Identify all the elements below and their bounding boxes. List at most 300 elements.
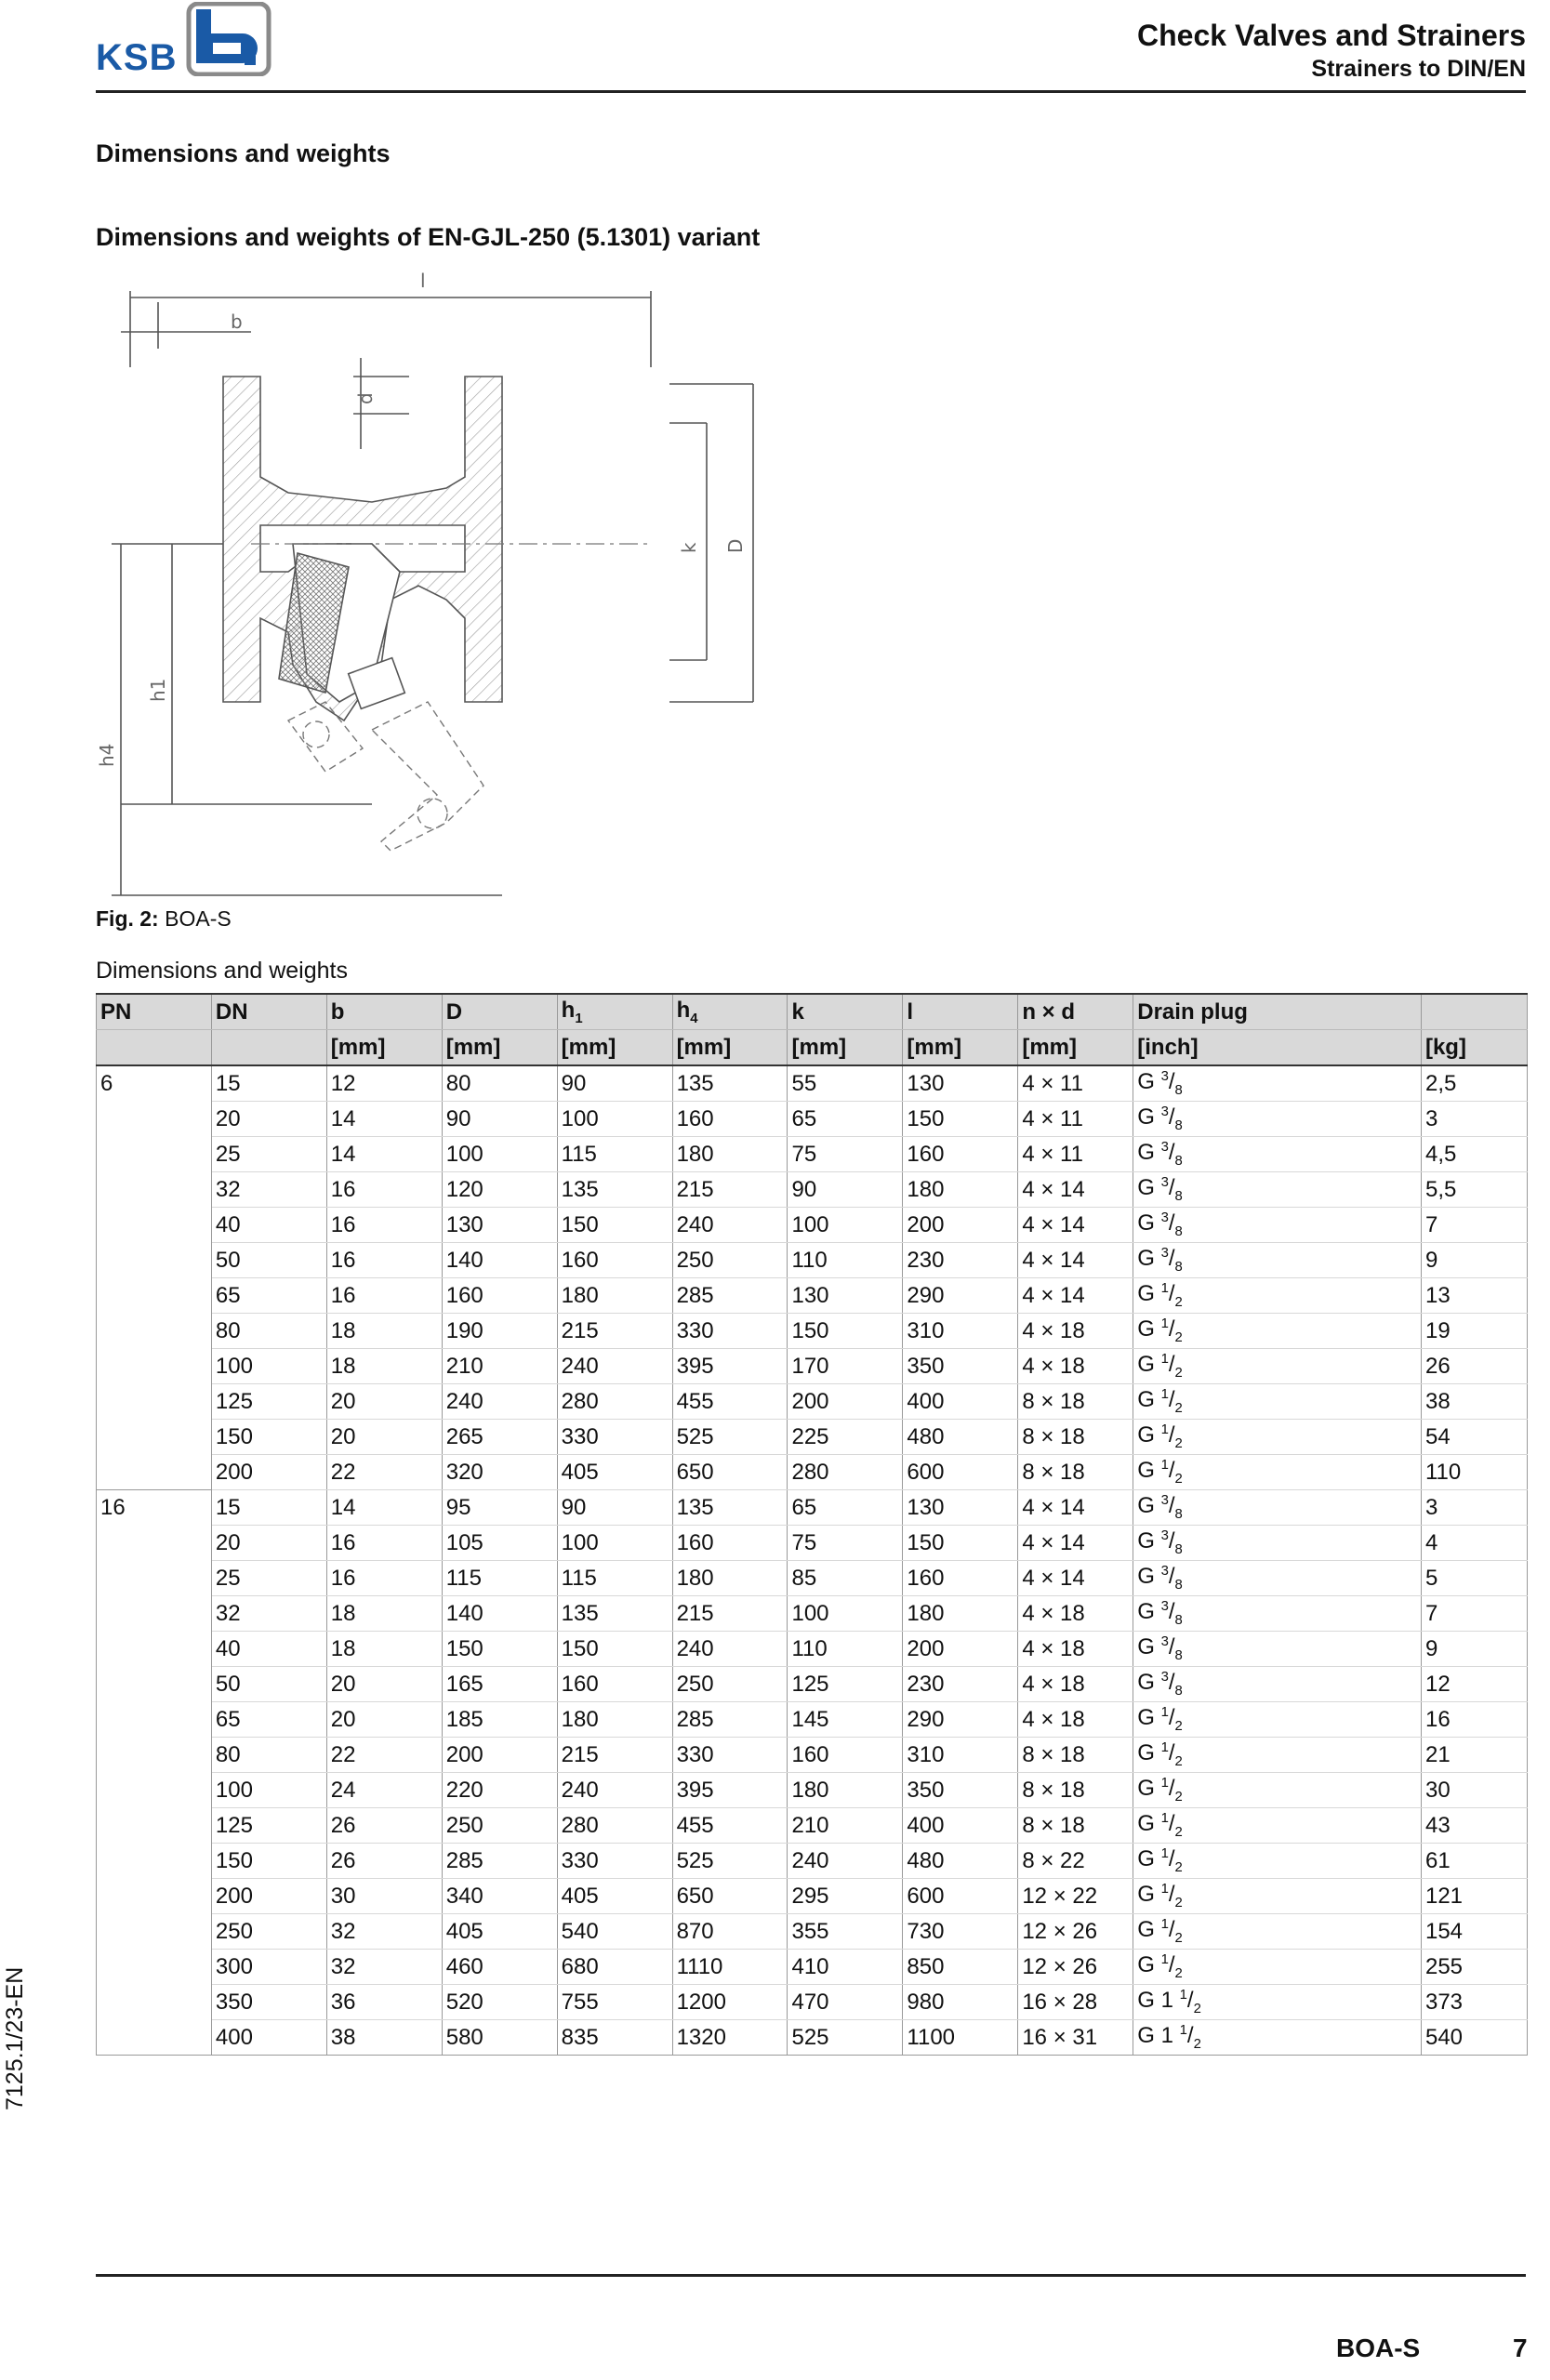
h4-cell: 1320	[672, 2020, 788, 2056]
drain-plug-numerator: 1	[1160, 1776, 1169, 1792]
drain-plug-denominator: 8	[1174, 1117, 1183, 1133]
D-cell: 150	[442, 1632, 557, 1667]
weight-cell: 255	[1421, 1950, 1527, 1985]
table-row	[97, 1596, 1528, 1632]
drain-plug-prefix: G 1	[1137, 2023, 1180, 2049]
weight-cell: 13	[1421, 1278, 1527, 1314]
table-row	[97, 1455, 1528, 1490]
D-cell: 240	[442, 1384, 557, 1420]
drain-plug-denominator: 2	[1174, 1824, 1183, 1840]
D-cell: 80	[442, 1065, 557, 1102]
nd-cell: 12 × 26	[1018, 1914, 1133, 1950]
drain-plug-numerator: 3	[1160, 1528, 1169, 1544]
weight-cell: 154	[1421, 1914, 1527, 1950]
drain-plug-denominator: 8	[1174, 1612, 1183, 1628]
drain-plug-numerator: 3	[1160, 1599, 1169, 1615]
b-cell: 18	[326, 1632, 442, 1667]
ksb-logo	[96, 2, 272, 76]
document-number: 7125.1/23-EN	[2, 1966, 28, 2110]
table-row	[97, 1420, 1528, 1455]
drain-plug-prefix: G	[1137, 1281, 1161, 1307]
dn-cell: 150	[211, 1420, 326, 1455]
drain-plug-denominator: 2	[1174, 1294, 1183, 1310]
table-row	[97, 1844, 1528, 1879]
nd-cell: 4 × 14	[1018, 1490, 1133, 1526]
column-header	[1018, 994, 1133, 1030]
dn-cell: 200	[211, 1455, 326, 1490]
dn-cell: 32	[211, 1172, 326, 1208]
table-row	[97, 1490, 1528, 1526]
dn-cell: 150	[211, 1844, 326, 1879]
drain-plug-denominator: 2	[1193, 2036, 1201, 2052]
weight-cell: 5,5	[1421, 1172, 1527, 1208]
drain-plug-numerator: 1	[1160, 1422, 1169, 1438]
drain-plug-cell: G $^3/_8$	[1133, 1137, 1422, 1172]
D-cell: 140	[442, 1596, 557, 1632]
drain-plug-denominator: 2	[1174, 1895, 1183, 1911]
drain-plug-cell: G $^3/_8$	[1133, 1102, 1422, 1137]
l-cell: 480	[903, 1420, 1018, 1455]
h1-cell: 135	[557, 1172, 672, 1208]
dn-cell: 25	[211, 1137, 326, 1172]
h1-cell: 240	[557, 1349, 672, 1384]
h1-cell: 180	[557, 1702, 672, 1738]
drain-plug-cell: G $^1/_2$	[1133, 1844, 1422, 1879]
drain-plug-cell: G $^1/_2$	[1133, 1914, 1422, 1950]
pn-cell	[97, 1561, 212, 1596]
drain-plug-denominator: 8	[1174, 1153, 1183, 1169]
D-cell: 285	[442, 1844, 557, 1879]
column-header	[1133, 994, 1422, 1030]
b-cell: 16	[326, 1172, 442, 1208]
drain-plug-numerator: 3	[1160, 1140, 1169, 1156]
pn-cell	[97, 1702, 212, 1738]
b-cell: 14	[326, 1102, 442, 1137]
drain-plug-cell: G $^3/_8$	[1133, 1561, 1422, 1596]
h4-cell: 525	[672, 1844, 788, 1879]
D-cell: 95	[442, 1490, 557, 1526]
column-header-subscript: 4	[690, 1011, 698, 1026]
drain-plug-prefix: G	[1137, 1952, 1161, 1978]
b-cell: 32	[326, 1950, 442, 1985]
k-cell: 240	[788, 1844, 903, 1879]
pn-cell	[97, 1278, 212, 1314]
column-header	[672, 994, 788, 1030]
drain-plug-numerator: 3	[1160, 1175, 1169, 1191]
l-cell: 130	[903, 1490, 1018, 1526]
column-header-label: n × d	[1022, 998, 1075, 1025]
pn-cell	[97, 1667, 212, 1702]
drain-plug-cell: G $^3/_8$	[1133, 1065, 1422, 1102]
drain-plug-numerator: 1	[1160, 1387, 1169, 1403]
drain-plug-numerator: 3	[1160, 1246, 1169, 1262]
k-cell: 355	[788, 1914, 903, 1950]
l-cell: 730	[903, 1914, 1018, 1950]
nd-cell: 4 × 11	[1018, 1102, 1133, 1137]
weight-cell: 43	[1421, 1808, 1527, 1844]
drain-plug-cell: G $^3/_8$	[1133, 1172, 1422, 1208]
drain-plug-cell: G $^3/_8$	[1133, 1632, 1422, 1667]
k-cell: 295	[788, 1879, 903, 1914]
column-header	[211, 994, 326, 1030]
l-cell: 180	[903, 1596, 1018, 1632]
h1-cell: 330	[557, 1844, 672, 1879]
h4-cell: 330	[672, 1738, 788, 1773]
pn-cell	[97, 1102, 212, 1137]
k-cell: 200	[788, 1384, 903, 1420]
h4-cell: 525	[672, 1420, 788, 1455]
h4-cell: 135	[672, 1065, 788, 1102]
drain-plug-denominator: 8	[1174, 1188, 1183, 1204]
column-header	[326, 994, 442, 1030]
pn-cell	[97, 1208, 212, 1243]
drain-plug-cell: G $^3/_8$	[1133, 1490, 1422, 1526]
D-cell: 200	[442, 1738, 557, 1773]
h1-cell: 405	[557, 1455, 672, 1490]
unit-cell: [mm]	[672, 1030, 788, 1066]
drain-plug-denominator: 8	[1174, 1541, 1183, 1557]
nd-cell: 16 × 28	[1018, 1985, 1133, 2020]
weight-cell: 110	[1421, 1455, 1527, 1490]
h4-cell: 1200	[672, 1985, 788, 2020]
nd-cell: 4 × 18	[1018, 1702, 1133, 1738]
pn-cell: 6	[97, 1065, 212, 1102]
D-cell: 140	[442, 1243, 557, 1278]
unit-cell: [mm]	[903, 1030, 1018, 1066]
b-cell: 20	[326, 1420, 442, 1455]
drain-plug-prefix: G	[1137, 1776, 1161, 1802]
header-row	[97, 994, 1528, 1030]
drain-plug-cell: G $^1/_2$	[1133, 1950, 1422, 1985]
weight-cell: 7	[1421, 1596, 1527, 1632]
weight-cell: 16	[1421, 1702, 1527, 1738]
h1-cell: 835	[557, 2020, 672, 2056]
k-cell: 75	[788, 1137, 903, 1172]
drain-plug-denominator: 8	[1174, 1506, 1183, 1522]
k-cell: 160	[788, 1738, 903, 1773]
b-cell: 22	[326, 1455, 442, 1490]
l-cell: 310	[903, 1314, 1018, 1349]
weight-cell: 19	[1421, 1314, 1527, 1349]
drain-plug-denominator: 2	[1174, 1435, 1183, 1451]
nd-cell: 4 × 18	[1018, 1596, 1133, 1632]
k-cell: 110	[788, 1632, 903, 1667]
drain-plug-prefix: G	[1137, 1422, 1161, 1448]
pn-cell	[97, 1172, 212, 1208]
h4-cell: 160	[672, 1102, 788, 1137]
h1-cell: 100	[557, 1102, 672, 1137]
dn-cell: 125	[211, 1384, 326, 1420]
h1-cell: 135	[557, 1596, 672, 1632]
header-rule	[96, 90, 1526, 93]
svg-text:h4: h4	[96, 743, 118, 767]
column-header-label: l	[907, 998, 914, 1025]
nd-cell: 8 × 18	[1018, 1455, 1133, 1490]
table-row	[97, 1384, 1528, 1420]
unit-cell: [mm]	[557, 1030, 672, 1066]
b-cell: 32	[326, 1914, 442, 1950]
drain-plug-denominator: 8	[1174, 1647, 1183, 1663]
b-cell: 18	[326, 1596, 442, 1632]
drain-plug-numerator: 1	[1160, 1316, 1169, 1332]
drain-plug-cell: G $^1/_2$	[1133, 1879, 1422, 1914]
nd-cell: 4 × 11	[1018, 1137, 1133, 1172]
column-header	[903, 994, 1018, 1030]
drain-plug-prefix: G	[1137, 1104, 1161, 1130]
l-cell: 350	[903, 1349, 1018, 1384]
weight-cell: 9	[1421, 1243, 1527, 1278]
pn-cell	[97, 1632, 212, 1667]
drain-plug-cell: G $^1/_2$	[1133, 1773, 1422, 1808]
D-cell: 580	[442, 2020, 557, 2056]
svg-text:b: b	[231, 311, 243, 333]
k-cell: 525	[788, 2020, 903, 2056]
l-cell: 600	[903, 1879, 1018, 1914]
drain-plug-cell: G $^3/_8$	[1133, 1667, 1422, 1702]
drain-plug-numerator: 1	[1160, 1740, 1169, 1756]
k-cell: 100	[788, 1596, 903, 1632]
table-caption: Dimensions and weights	[96, 958, 348, 984]
drain-plug-numerator: 3	[1160, 1069, 1169, 1085]
drain-plug-numerator: 1	[1160, 1811, 1169, 1827]
drain-plug-cell: G $^1/_2$	[1133, 1349, 1422, 1384]
column-header-label: D	[445, 998, 463, 1025]
logo-text: KSB	[96, 37, 178, 78]
column-header-label: PN	[100, 998, 132, 1025]
drain-plug-numerator: 1	[1160, 1281, 1169, 1297]
drain-plug-prefix: G	[1137, 1528, 1161, 1554]
table-row	[97, 1526, 1528, 1561]
D-cell: 160	[442, 1278, 557, 1314]
l-cell: 290	[903, 1278, 1018, 1314]
l-cell: 130	[903, 1065, 1018, 1102]
table-row	[97, 1738, 1528, 1773]
nd-cell: 16 × 31	[1018, 2020, 1133, 2056]
unit-cell: [mm]	[788, 1030, 903, 1066]
h1-cell: 755	[557, 1985, 672, 2020]
nd-cell: 4 × 18	[1018, 1667, 1133, 1702]
h1-cell: 115	[557, 1561, 672, 1596]
drain-plug-prefix: G 1	[1137, 1988, 1180, 2014]
b-cell: 16	[326, 1208, 442, 1243]
dn-cell: 350	[211, 1985, 326, 2020]
D-cell: 210	[442, 1349, 557, 1384]
strainer-drawing	[93, 265, 781, 906]
h4-cell: 135	[672, 1490, 788, 1526]
D-cell: 190	[442, 1314, 557, 1349]
drain-plug-prefix: G	[1137, 1670, 1161, 1696]
l-cell: 160	[903, 1137, 1018, 1172]
drain-plug-prefix: G	[1137, 1705, 1161, 1731]
column-header	[557, 994, 672, 1030]
weight-cell: 54	[1421, 1420, 1527, 1455]
h4-cell: 250	[672, 1667, 788, 1702]
b-cell: 16	[326, 1278, 442, 1314]
l-cell: 1100	[903, 2020, 1018, 2056]
column-header-label: h	[561, 998, 576, 1024]
pn-cell: 16	[97, 1490, 212, 1526]
dn-cell: 32	[211, 1596, 326, 1632]
b-cell: 16	[326, 1526, 442, 1561]
drain-plug-numerator: 1	[1160, 1846, 1169, 1862]
dn-cell: 50	[211, 1243, 326, 1278]
h1-cell: 180	[557, 1278, 672, 1314]
weight-cell: 30	[1421, 1773, 1527, 1808]
table-row	[97, 1172, 1528, 1208]
drain-plug-numerator: 1	[1160, 1352, 1169, 1368]
k-cell: 145	[788, 1702, 903, 1738]
table-row	[97, 1243, 1528, 1278]
nd-cell: 4 × 18	[1018, 1349, 1133, 1384]
h4-cell: 240	[672, 1208, 788, 1243]
drain-plug-prefix: G	[1137, 1634, 1161, 1660]
weight-cell: 9	[1421, 1632, 1527, 1667]
weight-cell: 21	[1421, 1738, 1527, 1773]
l-cell: 200	[903, 1632, 1018, 1667]
svg-text:h1: h1	[147, 678, 169, 702]
drain-plug-denominator: 2	[1174, 1329, 1183, 1345]
unit-cell: [inch]	[1133, 1030, 1422, 1066]
dn-cell: 100	[211, 1349, 326, 1384]
drain-plug-denominator: 8	[1174, 1223, 1183, 1239]
drain-plug-cell: G $^1/_2$	[1133, 1314, 1422, 1349]
drain-plug-numerator: 3	[1160, 1634, 1169, 1650]
drain-plug-prefix: G	[1137, 1316, 1161, 1342]
drain-plug-prefix: G	[1137, 1387, 1161, 1413]
nd-cell: 12 × 22	[1018, 1879, 1133, 1914]
table-row	[97, 2020, 1528, 2056]
drain-plug-numerator: 1	[1160, 1917, 1169, 1933]
D-cell: 250	[442, 1808, 557, 1844]
dn-cell: 400	[211, 2020, 326, 2056]
D-cell: 460	[442, 1950, 557, 1985]
table-row	[97, 1102, 1528, 1137]
D-cell: 105	[442, 1526, 557, 1561]
ksb-logo-mark-icon	[185, 2, 272, 76]
D-cell: 120	[442, 1172, 557, 1208]
pn-cell	[97, 1950, 212, 1985]
D-cell: 320	[442, 1455, 557, 1490]
k-cell: 85	[788, 1561, 903, 1596]
table-body	[97, 1065, 1528, 2056]
dimensions-table	[96, 993, 1528, 2056]
weight-cell: 4	[1421, 1526, 1527, 1561]
h1-cell: 280	[557, 1384, 672, 1420]
D-cell: 165	[442, 1667, 557, 1702]
dn-cell: 200	[211, 1879, 326, 1914]
h4-cell: 650	[672, 1879, 788, 1914]
table-row	[97, 1950, 1528, 1985]
h4-cell: 395	[672, 1773, 788, 1808]
drain-plug-cell: G $^1/_2$	[1133, 1420, 1422, 1455]
table-row	[97, 1914, 1528, 1950]
drain-plug-cell: G $^1/_2$	[1133, 1384, 1422, 1420]
pn-cell	[97, 1384, 212, 1420]
dn-cell: 15	[211, 1065, 326, 1102]
weight-cell: 3	[1421, 1490, 1527, 1526]
dn-cell: 80	[211, 1738, 326, 1773]
drain-plug-numerator: 3	[1160, 1564, 1169, 1580]
column-header-label: Drain plug	[1137, 998, 1248, 1025]
D-cell: 220	[442, 1773, 557, 1808]
column-header	[442, 994, 557, 1030]
h4-cell: 455	[672, 1384, 788, 1420]
drain-plug-numerator: 3	[1160, 1210, 1169, 1226]
b-cell: 20	[326, 1384, 442, 1420]
drain-plug-numerator: 1	[1160, 1882, 1169, 1897]
svg-text:d: d	[354, 392, 377, 404]
dn-cell: 250	[211, 1914, 326, 1950]
h1-cell: 150	[557, 1208, 672, 1243]
table-header	[97, 994, 1528, 1065]
column-header	[97, 994, 212, 1030]
drain-plug-cell: G 1 $^1/_2$	[1133, 1985, 1422, 2020]
b-cell: 18	[326, 1349, 442, 1384]
nd-cell: 8 × 18	[1018, 1773, 1133, 1808]
drain-plug-denominator: 2	[1174, 1400, 1183, 1416]
h1-cell: 150	[557, 1632, 672, 1667]
l-cell: 180	[903, 1172, 1018, 1208]
k-cell: 180	[788, 1773, 903, 1808]
drain-plug-prefix: G	[1137, 1917, 1161, 1943]
drain-plug-denominator: 2	[1174, 1965, 1183, 1981]
b-cell: 18	[326, 1314, 442, 1349]
nd-cell: 4 × 14	[1018, 1526, 1133, 1561]
h1-cell: 90	[557, 1065, 672, 1102]
D-cell: 130	[442, 1208, 557, 1243]
dn-cell: 20	[211, 1102, 326, 1137]
dn-cell: 40	[211, 1208, 326, 1243]
weight-cell: 540	[1421, 2020, 1527, 2056]
drain-plug-denominator: 2	[1174, 1753, 1183, 1769]
table-row	[97, 1632, 1528, 1667]
nd-cell: 8 × 18	[1018, 1808, 1133, 1844]
h1-cell: 405	[557, 1879, 672, 1914]
l-cell: 150	[903, 1526, 1018, 1561]
pn-cell	[97, 1844, 212, 1879]
h1-cell: 90	[557, 1490, 672, 1526]
header-title: Check Valves and Strainers	[1137, 19, 1526, 52]
column-header-label: h	[676, 998, 691, 1024]
drain-plug-prefix: G	[1137, 1740, 1161, 1766]
h4-cell: 240	[672, 1632, 788, 1667]
figure-caption-text: BOA-S	[165, 906, 232, 931]
k-cell: 100	[788, 1208, 903, 1243]
k-cell: 65	[788, 1490, 903, 1526]
drain-plug-denominator: 8	[1174, 1259, 1183, 1275]
dn-cell: 100	[211, 1773, 326, 1808]
h4-cell: 395	[672, 1349, 788, 1384]
b-cell: 14	[326, 1490, 442, 1526]
weight-cell: 38	[1421, 1384, 1527, 1420]
drain-plug-prefix: G	[1137, 1210, 1161, 1236]
h4-cell: 455	[672, 1808, 788, 1844]
pn-cell	[97, 1596, 212, 1632]
table-row	[97, 1065, 1528, 1102]
table-row	[97, 1808, 1528, 1844]
drain-plug-cell: G $^3/_8$	[1133, 1243, 1422, 1278]
drain-plug-numerator: 1	[1160, 1705, 1169, 1721]
h4-cell: 1110	[672, 1950, 788, 1985]
l-cell: 850	[903, 1950, 1018, 1985]
subsection-title: Dimensions and weights of EN-GJL-250 (5.1301) variant	[96, 223, 761, 251]
l-cell: 290	[903, 1702, 1018, 1738]
k-cell: 110	[788, 1243, 903, 1278]
dn-cell: 20	[211, 1526, 326, 1561]
h4-cell: 160	[672, 1526, 788, 1561]
pn-cell	[97, 1526, 212, 1561]
h1-cell: 330	[557, 1420, 672, 1455]
